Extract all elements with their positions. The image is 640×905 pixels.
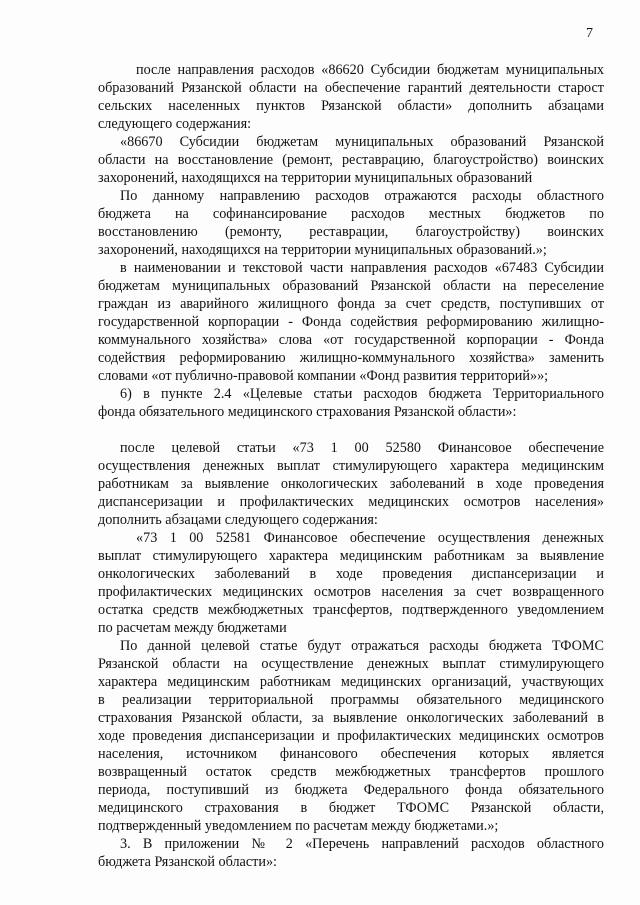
text-line: онкологических заболеваний в ходе проведения диспансеризации и xyxy=(98,566,604,582)
text-line: области на восстановление (ремонт, реставрацию, благоустройство) воинских xyxy=(98,152,604,168)
text-line: По данному направлению расходов отражаются расходы областного xyxy=(120,188,604,204)
text-line: содействия реформированию жилищно-коммунального хозяйства» заменить xyxy=(98,350,604,366)
text-line: По данной целевой статье будут отражаться расходы бюджета ТФОМС xyxy=(120,638,604,654)
text-line: выплат стимулирующего характера медицинским работникам за выявление xyxy=(98,548,604,564)
text-line: образований Рязанской области на обеспечение гарантий деятельности старост xyxy=(98,80,604,96)
text-line: характера медицинским работникам медицинских организаций, участвующих xyxy=(98,674,604,690)
text-line: работникам за выявление онкологических заболеваний в ходе проведения xyxy=(98,476,604,492)
text-line: сельских населенных пунктов Рязанской области» дополнить абзацами xyxy=(98,98,604,114)
text-line: «86670 Субсидии бюджетам муниципальных образований Рязанской xyxy=(120,134,604,150)
text-line: граждан из аварийного жилищного фонда за счет средств, поступивших от xyxy=(98,296,604,312)
text-line: диспансеризации и профилактических медицинских осмотров населения» xyxy=(98,494,604,510)
text-line: дополнить абзацами следующего содержания: xyxy=(98,512,378,528)
text-line: остатка средств межбюджетных трансфертов, подтвержденного уведомлением xyxy=(98,602,604,618)
text-line: Рязанской области на осуществление денежных выплат стимулирующего xyxy=(98,656,604,672)
text-line: после направления расходов «86620 Субсидии бюджетам муниципальных xyxy=(136,62,604,78)
text-line: осуществления денежных выплат стимулирующего характера медицинским xyxy=(98,458,604,474)
text-line: в наименовании и текстовой части направления расходов «67483 Субсидии xyxy=(120,260,604,276)
text-line: словами «от публично-правовой компании «Фонд развития территорий»»; xyxy=(98,368,549,384)
text-line: страхования Рязанской области, за выявление онкологических заболеваний в xyxy=(98,710,604,726)
text-line: профилактических медицинских осмотров населения за счет возвращенного xyxy=(98,584,604,600)
page-number: 7 xyxy=(586,26,593,41)
text-line: бюджета Рязанской области»: xyxy=(98,854,277,870)
text-line: в реализации территориальной программы обязательного медицинского xyxy=(98,692,604,708)
text-line: государственной корпорации - Фонда содействия реформированию жилищно- xyxy=(98,314,604,330)
text-line: по расчетам между бюджетами xyxy=(98,620,287,636)
text-line: «73 1 00 52581 Финансовое обеспечение осуществления денежных xyxy=(136,530,604,546)
text-line: медицинского страхования в бюджет ТФОМС Рязанской области, xyxy=(98,800,604,816)
text-line: бюджета на софинансирование расходов местных бюджетов по xyxy=(98,206,604,222)
text-line: коммунального хозяйства» слова «от государственной корпорации - Фонда xyxy=(98,332,604,348)
text-line: населения, источником финансового обеспечения которых является xyxy=(98,746,604,762)
text-line: захоронений, находящихся на территории муниципальных образований xyxy=(98,170,533,186)
text-line: бюджетам муниципальных образований Рязанской области на переселение xyxy=(98,278,604,294)
text-line: после целевой статьи «73 1 00 52580 Финансовое обеспечение xyxy=(120,440,604,456)
text-line: фонда обязательного медицинского страхования Рязанской области»: xyxy=(98,404,517,420)
text-line: восстановлению (ремонту, реставрации, благоустройству) воинских xyxy=(98,224,604,240)
text-line: 3. В приложении № 2 «Перечень направлений расходов областного xyxy=(120,836,604,852)
text-line: захоронений, находящихся на территории муниципальных образований.»; xyxy=(98,242,547,258)
text-line: периода, поступивший из бюджета Федерального фонда обязательного xyxy=(98,782,604,798)
text-line: следующего содержания: xyxy=(98,116,252,132)
text-line: 6) в пункте 2.4 «Целевые статьи расходов бюджета Территориального xyxy=(120,386,604,402)
text-line: подтвержденный уведомлением по расчетам между бюджетами.»; xyxy=(98,818,499,834)
text-line: ходе проведения диспансеризации и профилактических медицинских осмотров xyxy=(98,728,604,744)
text-line: возвращенный остаток средств межбюджетных трансфертов прошлого xyxy=(98,764,604,780)
text-line xyxy=(98,422,604,439)
